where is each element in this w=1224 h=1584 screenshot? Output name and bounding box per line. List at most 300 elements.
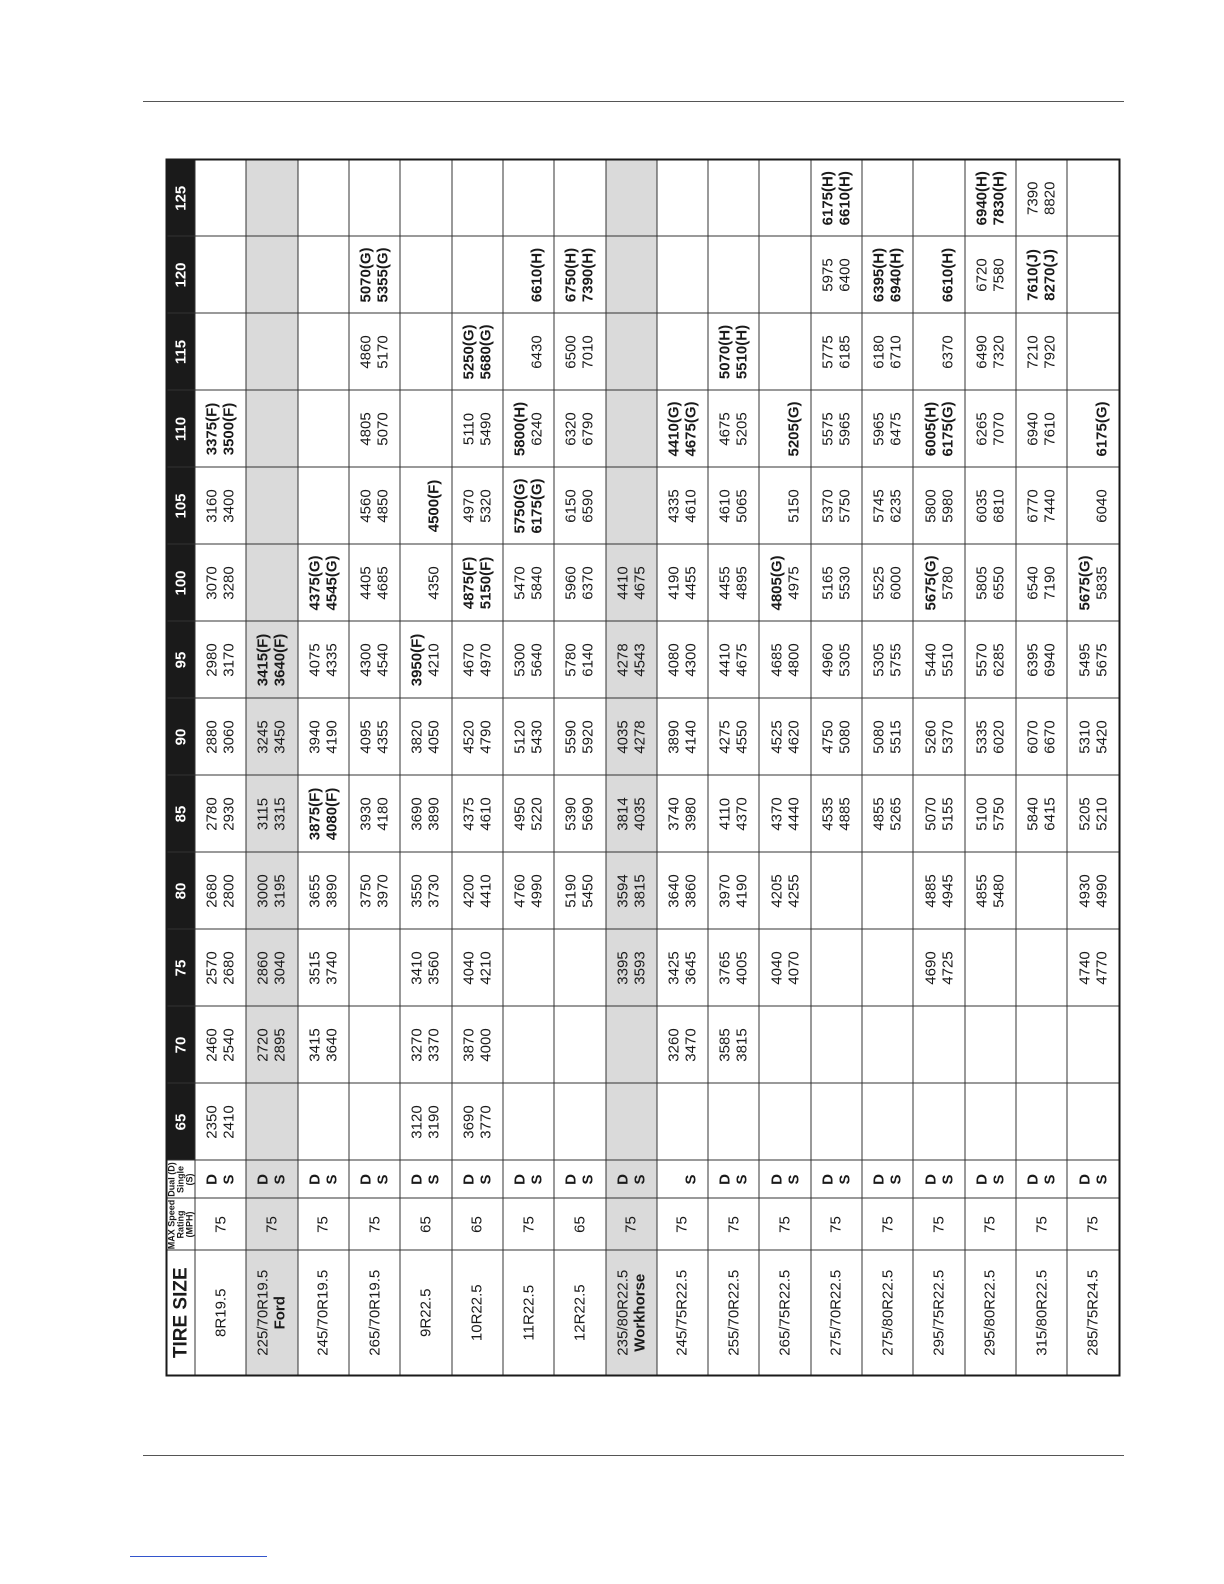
dual-single-cell [348,1161,399,1199]
dual-single-value: S [322,1174,340,1185]
load-value: 5975 [818,258,836,292]
load-cell [759,237,810,314]
load-cell [400,1007,451,1084]
load-cell [451,699,502,776]
load-cell [913,776,964,853]
load-value: 6020 [989,720,1007,754]
load-cell [810,391,861,468]
load-cell [502,314,553,391]
load-value: 4210 [476,951,494,985]
load-cell [913,622,964,699]
load-cell [554,391,605,468]
load-cell [502,776,553,853]
load-value: 8820 [1041,181,1059,215]
load-value: 4740 [1075,951,1093,985]
max-speed-cell: 75 [195,1199,246,1251]
load-value: 3820 [408,720,426,754]
load-value: 5305 [835,643,853,677]
load-value: 4040 [459,951,477,985]
load-cell [297,160,348,237]
load-cell [502,160,553,237]
load-cell [195,930,246,1007]
load-cell [656,545,707,622]
load-value: 4675 [716,412,734,446]
load-cell [759,314,810,391]
load-cell [964,776,1015,853]
load-value: 3560 [425,951,443,985]
tire-size-header-line: TIRE [169,1314,191,1359]
load-cell [1067,1084,1119,1161]
load-cell [605,930,656,1007]
load-cell [913,545,964,622]
tire-load-table [165,159,1120,1377]
load-cell [451,468,502,545]
load-value: 5265 [887,797,905,831]
load-value: 6475 [887,412,905,446]
load-cell [605,622,656,699]
load-value: 6175(G) [1092,401,1110,457]
tire-size-label: 12R22.5 [570,1284,588,1342]
load-cell [656,853,707,930]
load-value: 2860 [254,951,272,985]
load-value: 5190 [562,874,580,908]
load-cell [246,1084,297,1161]
load-cell [1067,853,1119,930]
load-value: 3270 [408,1028,426,1062]
dual-single-value: S [887,1174,905,1185]
dual-single-value: S [989,1174,1007,1185]
load-cell [451,1084,502,1161]
load-cell [246,391,297,468]
table-row [759,160,810,1376]
load-value: 6175(G) [938,401,956,457]
load-cell [195,699,246,776]
load-value [408,545,425,621]
load-value: 5300 [511,643,529,677]
load-value: 4550 [733,720,751,754]
load-value: 4375 [459,797,477,831]
load-cell [862,1007,913,1084]
load-cell [862,391,913,468]
load-value: 5675(G) [1075,555,1093,611]
load-value: 3470 [681,1028,699,1062]
load-cell [451,776,502,853]
load-value: 4095 [357,720,375,754]
load-value: 7390 [1024,181,1042,215]
load-value: 3450 [271,720,289,754]
load-value: 6185 [835,335,853,369]
load-value: 5470 [511,566,529,600]
load-cell [1067,930,1119,1007]
tire-size-label: 8R19.5 [211,1288,229,1337]
load-cell [348,545,399,622]
load-cell [810,853,861,930]
load-value: 4895 [733,566,751,600]
load-value: 6940 [1041,643,1059,677]
load-cell [246,545,297,622]
load-cell [810,545,861,622]
dual-single-value: D [408,1174,426,1185]
dual-single-value: S [1092,1174,1110,1185]
table-row [246,160,297,1376]
load-cell [400,160,451,237]
load-value: 5220 [528,797,546,831]
load-cell [708,699,759,776]
load-value: 4970 [459,489,477,523]
load-value: 3500(F) [220,402,238,456]
load-cell [554,1007,605,1084]
dual-single-value: S [1041,1174,1059,1185]
footer-rule [143,1455,1124,1456]
load-value: 5840 [528,566,546,600]
load-cell [297,545,348,622]
load-cell [810,468,861,545]
dual-single-value: D [459,1174,477,1185]
load-cell [1016,1007,1067,1084]
load-value: 3970 [374,874,392,908]
load-cell [297,622,348,699]
table-row [708,160,759,1376]
load-value: 3890 [664,720,682,754]
load-value: 4140 [681,720,699,754]
load-cell [759,1007,810,1084]
load-cell [708,468,759,545]
load-cell [297,391,348,468]
load-value: 3120 [408,1105,426,1139]
load-cell [297,930,348,1007]
load-value: 2800 [220,874,238,908]
load-value: 3375(F) [203,402,221,456]
load-value: 3815 [733,1028,751,1062]
load-value: 5965 [835,412,853,446]
load-cell [810,1084,861,1161]
dual-single-cell [451,1161,502,1199]
load-value: 4960 [818,643,836,677]
load-cell [708,160,759,237]
load-value: 5100 [972,797,990,831]
load-cell [297,853,348,930]
load-value: 4945 [938,874,956,908]
dual-single-cell [810,1161,861,1199]
table-row [656,160,707,1376]
load-value: 4990 [528,874,546,908]
load-cell [502,545,553,622]
tire-size-cell [348,1251,399,1376]
load-value: 4455 [716,566,734,600]
load-value: 3195 [271,874,289,908]
load-cell [862,545,913,622]
load-cell [400,237,451,314]
load-cell [554,699,605,776]
load-value: 2460 [203,1028,221,1062]
load-cell [656,237,707,314]
dual-single-cell [502,1161,553,1199]
load-value: 4685 [767,643,785,677]
load-value: 4075 [305,643,323,677]
tire-size-label: 275/80R22.5 [878,1269,896,1356]
load-value: 4725 [938,951,956,985]
footer-link-underline [130,1556,267,1557]
load-value: 4110 [716,797,734,831]
load-cell [246,468,297,545]
load-cell [759,930,810,1007]
load-value: 4685 [374,566,392,600]
dual-single-value: D [921,1174,939,1185]
load-cell [554,853,605,930]
tire-size-sublabel: Workhorse [630,1273,648,1352]
load-value: 4035 [613,720,631,754]
pressure-header: 105 [166,468,195,545]
load-value: 5260 [921,720,939,754]
load-value: 4278 [630,720,648,754]
load-cell [759,545,810,622]
load-value: 4070 [784,951,802,985]
load-value: 5440 [921,643,939,677]
table-row [1016,160,1067,1376]
tire-size-cell [246,1251,297,1376]
load-cell [451,930,502,1007]
max-speed-cell: 75 [605,1199,656,1251]
load-value: 7070 [989,412,1007,446]
dual-single-header-line: Single [175,1166,185,1194]
load-value: 6770 [1024,489,1042,523]
load-value: 3400 [220,489,238,523]
load-cell [1016,160,1067,237]
dual-single-value: S [528,1174,546,1185]
load-cell [502,853,553,930]
tire-size-cell [656,1251,707,1376]
table-header [166,160,195,1376]
tire-size-label: 10R22.5 [468,1284,486,1342]
load-cell [451,853,502,930]
load-cell [348,314,399,391]
load-value: 5080 [835,720,853,754]
load-cell [759,699,810,776]
load-value: 5320 [476,489,494,523]
load-cell [759,468,810,545]
load-cell [862,237,913,314]
load-value: 7440 [1041,489,1059,523]
tire-size-label: 255/70R22.5 [724,1269,742,1356]
load-value: 6320 [562,412,580,446]
load-value: 6940(H) [887,247,905,303]
load-cell [297,699,348,776]
load-value: 6610(H) [528,247,546,303]
load-value: 4440 [784,797,802,831]
load-value: 4675(G) [681,401,699,457]
load-cell [862,160,913,237]
dual-single-cell [605,1161,656,1199]
load-value: 4990 [1092,874,1110,908]
load-value: 3260 [664,1028,682,1062]
load-value: 5750(G) [511,478,529,534]
load-value: 4040 [767,951,785,985]
load-cell [913,314,964,391]
load-value: 3315 [271,797,289,831]
pressure-header: 110 [166,391,195,468]
load-value: 6000 [887,566,905,600]
load-value: 3280 [220,566,238,600]
load-value: 4190 [664,566,682,600]
load-cell [400,468,451,545]
load-value: 4050 [425,720,443,754]
load-value: 5515 [887,720,905,754]
load-value: 3060 [220,720,238,754]
load-value: 5335 [972,720,990,754]
load-cell [759,1084,810,1161]
load-value: 6235 [887,489,905,523]
load-value: 4205 [767,874,785,908]
max-speed-header-line: Speed [166,1199,176,1227]
load-value: 4543 [630,643,648,677]
dual-single-value: S [425,1174,443,1185]
load-value: 4970 [476,643,494,677]
load-value: 4500(F) [425,479,443,533]
load-value: 3655 [305,874,323,908]
load-cell [759,853,810,930]
dual-single-cell [913,1161,964,1199]
load-cell [810,314,861,391]
tire-size-cell [759,1251,810,1376]
load-value: 4520 [459,720,477,754]
load-cell [195,314,246,391]
load-value: 5170 [374,335,392,369]
dual-single-value: D [305,1174,323,1185]
dual-single-cell [862,1161,913,1199]
load-cell [400,391,451,468]
max-speed-cell: 75 [297,1199,348,1251]
max-speed-cell: 75 [708,1199,759,1251]
load-value: 5210 [1092,797,1110,831]
load-value: 6240 [528,412,546,446]
table-body [195,160,1120,1376]
load-cell [348,237,399,314]
load-value: 3815 [630,874,648,908]
load-cell [605,468,656,545]
load-value: 5965 [870,412,888,446]
load-cell [246,1007,297,1084]
load-cell [246,930,297,1007]
load-cell [554,160,605,237]
load-cell [810,622,861,699]
pressure-header: 95 [166,622,195,699]
load-cell [297,1084,348,1161]
load-value: 5675 [1092,643,1110,677]
load-value: 6750(H) [562,247,580,303]
load-value: 4545(G) [322,555,340,611]
load-value: 3980 [681,797,699,831]
load-value: 4560 [357,489,375,523]
tire-size-label: 235/80R22.5 [613,1269,631,1356]
load-cell [195,391,246,468]
max-speed-cell: 65 [400,1199,451,1251]
load-cell [246,622,297,699]
table-row [913,160,964,1376]
load-value: 5205(G) [784,401,802,457]
load-cell [348,853,399,930]
dual-single-value: D [254,1174,272,1185]
load-value: 5780 [938,566,956,600]
load-value: 5070(G) [357,247,375,303]
load-value: 6035 [972,489,990,523]
load-cell [1067,391,1119,468]
load-value: 4975 [784,566,802,600]
load-cell [759,160,810,237]
tire-size-cell [964,1251,1015,1376]
dual-single-value: D [511,1174,529,1185]
load-value: 4525 [767,720,785,754]
tire-size-cell [297,1251,348,1376]
load-value: 4335 [322,643,340,677]
load-value: 5750 [835,489,853,523]
load-value: 5165 [818,566,836,600]
load-value: 3645 [681,951,699,985]
load-cell [1016,468,1067,545]
load-value: 5640 [528,643,546,677]
load-cell [605,160,656,237]
load-value: 3415 [305,1028,323,1062]
dual-single-value: S [938,1174,956,1185]
load-cell [1016,930,1067,1007]
load-value: 4950 [511,797,529,831]
dual-single-value: D [357,1174,375,1185]
load-cell [708,622,759,699]
load-cell [1067,468,1119,545]
load-value: 3970 [716,874,734,908]
load-cell [348,160,399,237]
load-value: 4300 [681,643,699,677]
load-value: 3750 [357,874,375,908]
load-value: 3000 [254,874,272,908]
load-cell [810,1007,861,1084]
pressure-header: 90 [166,699,195,776]
load-cell [862,468,913,545]
load-cell [400,776,451,853]
load-cell [1016,776,1067,853]
load-value: 5530 [835,566,853,600]
load-cell [1016,545,1067,622]
load-cell [913,391,964,468]
load-cell [913,237,964,314]
load-value: 6395(H) [870,247,888,303]
load-value: 5525 [870,566,888,600]
load-value: 5590 [562,720,580,754]
load-value: 3890 [425,797,443,831]
load-value: 3160 [203,489,221,523]
load-cell [400,853,451,930]
load-value: 4375(G) [305,555,323,611]
load-value: 5780 [562,643,580,677]
load-cell [810,699,861,776]
max-speed-cell: 75 [502,1199,553,1251]
load-cell [195,853,246,930]
load-cell [400,930,451,1007]
pressure-header: 115 [166,314,195,391]
load-cell [502,468,553,545]
load-cell [451,391,502,468]
load-value: 5250(G) [459,324,477,380]
load-cell [554,776,605,853]
dual-single-value: D [1075,1174,1093,1185]
load-value: 3870 [459,1028,477,1062]
load-cell [1067,699,1119,776]
load-cell [862,1084,913,1161]
load-cell [246,853,297,930]
load-value: 7190 [1041,566,1059,600]
load-cell [913,1007,964,1084]
load-value: 3765 [716,951,734,985]
pressure-header: 70 [166,1007,195,1084]
